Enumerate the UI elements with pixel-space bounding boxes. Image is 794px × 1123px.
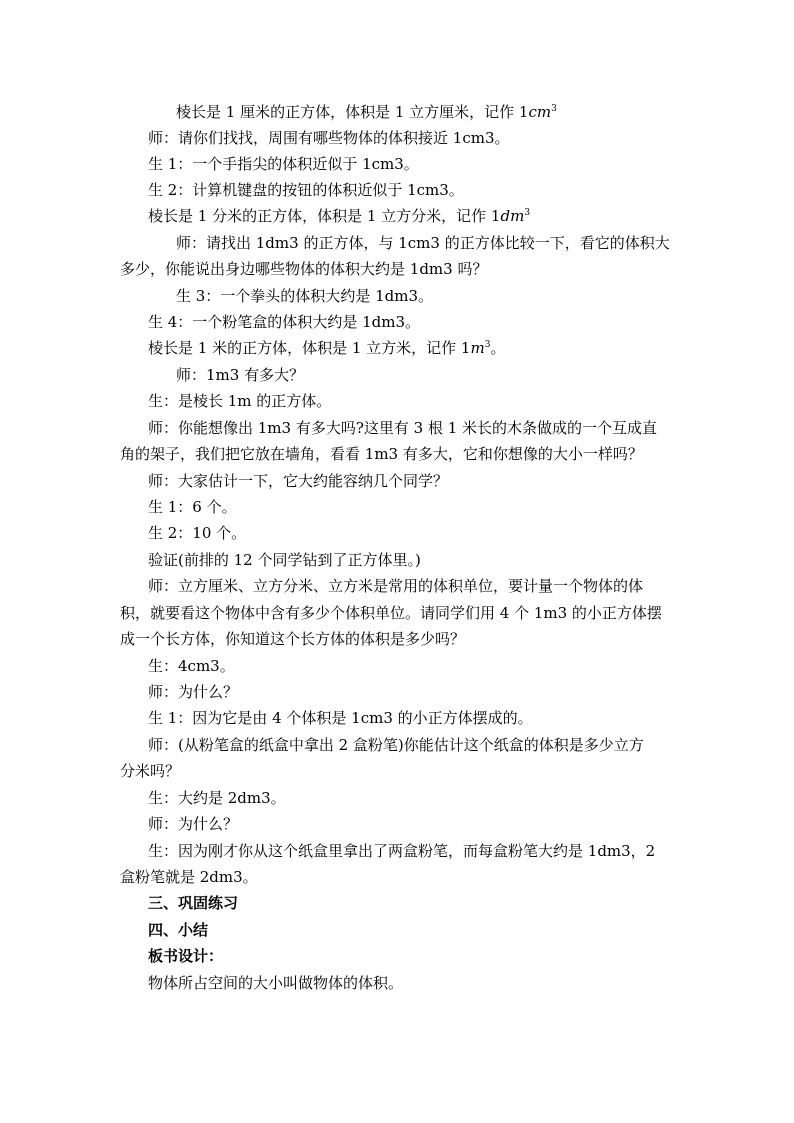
superscript: 3 [551,104,557,114]
paragraph: 师：为什么？ [148,683,239,701]
section-heading-practice: 三、巩固练习 [148,894,239,912]
superscript: 3 [524,208,531,218]
paragraph: 角的架子，我们把它放在墙角，看看 1m3 有多大，它和你想像的大小一样吗？ [120,445,643,463]
paragraph: 生 1：因为它是由 4 个体积是 1cm3 的小正方体摆成的。 [148,709,533,727]
section-heading-summary: 四、小结 [148,921,209,939]
paragraph: 分米吗？ [120,762,181,780]
paragraph-text: 棱长是 1 分米的正方体，体积是 1 立方分米，记作 1 [148,207,501,225]
paragraph: 师：你能想像出 1m3 有多大吗?这里有 3 根 1 米长的木条做成的一个互成直 [148,419,658,437]
unit-symbol: dm [500,207,525,225]
paragraph: 生：4cm3。 [148,657,235,675]
paragraph-cube-dm [148,206,530,226]
paragraph: 积，就要看这个物体中含有多少个体积单位。请同学们用 4 个 1m3 的小正方体摆 [120,604,662,622]
section-heading-board-design: 板书设计： [148,947,224,965]
paragraph: 盒粉笔就是 2dm3。 [120,868,258,886]
paragraph: 生 2：计算机键盘的按钮的体积近似于 1cm3。 [148,181,464,199]
paragraph: 验证(前排的 12 个同学钻到了正方体里。) [148,551,421,569]
paragraph: 生 4：一个粉笔盒的体积大约是 1dm3。 [148,313,420,331]
paragraph: 生 3：一个拳头的体积大约是 1dm3。 [176,287,433,305]
paragraph-tail: 。 [490,339,506,357]
paragraph: 生 1：6 个。 [148,498,237,516]
unit-symbol: cm [528,103,552,121]
paragraph: 师：大家估计一下，它大约能容纳几个同学？ [148,472,449,490]
paragraph: 师：(从粉笔盒的纸盒中拿出 2 盒粉笔)你能估计这个纸盒的体积是多少立方 [148,736,644,754]
paragraph-text: 棱长是 1 厘米的正方体，体积是 1 立方厘米，记作 1 [176,103,529,121]
paragraph: 多少，你能说出身边哪些物体的体积大约是 1dm3 吗？ [120,260,488,278]
paragraph: 师：请你们找找，周围有哪些物体的体积接近 1cm3。 [148,129,510,147]
paragraph: 师：请找出 1dm3 的正方体，与 1cm3 的正方体比较一下，看它的体积大 [176,234,670,252]
paragraph-definition: 物体所占空间的大小叫做物体的体积。 [148,974,404,992]
paragraph: 生 2：10 个。 [148,524,247,542]
paragraph-cube-cm [176,102,557,122]
superscript: 3 [484,340,491,350]
paragraph-cube-m [148,338,505,358]
paragraph: 师：立方厘米、立方分米、立方米是常用的体积单位，要计量一个物体的体 [148,577,644,595]
paragraph: 生：是棱长 1m 的正方体。 [148,392,332,410]
paragraph: 生 1：一个手指尖的体积近似于 1cm3。 [148,155,419,173]
paragraph: 生：大约是 2dm3。 [148,789,286,807]
paragraph: 师：为什么？ [148,815,239,833]
paragraph: 成一个长方体，你知道这个长方体的体积是多少吗？ [120,630,466,648]
paragraph-text: 棱长是 1 米的正方体，体积是 1 立方米，记作 1 [148,339,471,357]
unit-symbol: m [470,339,485,357]
paragraph: 生：因为刚才你从这个纸盒里拿出了两盒粉笔，而每盒粉笔大约是 1dm3，2 [148,842,656,860]
paragraph: 师：1m3 有多大？ [176,366,305,384]
